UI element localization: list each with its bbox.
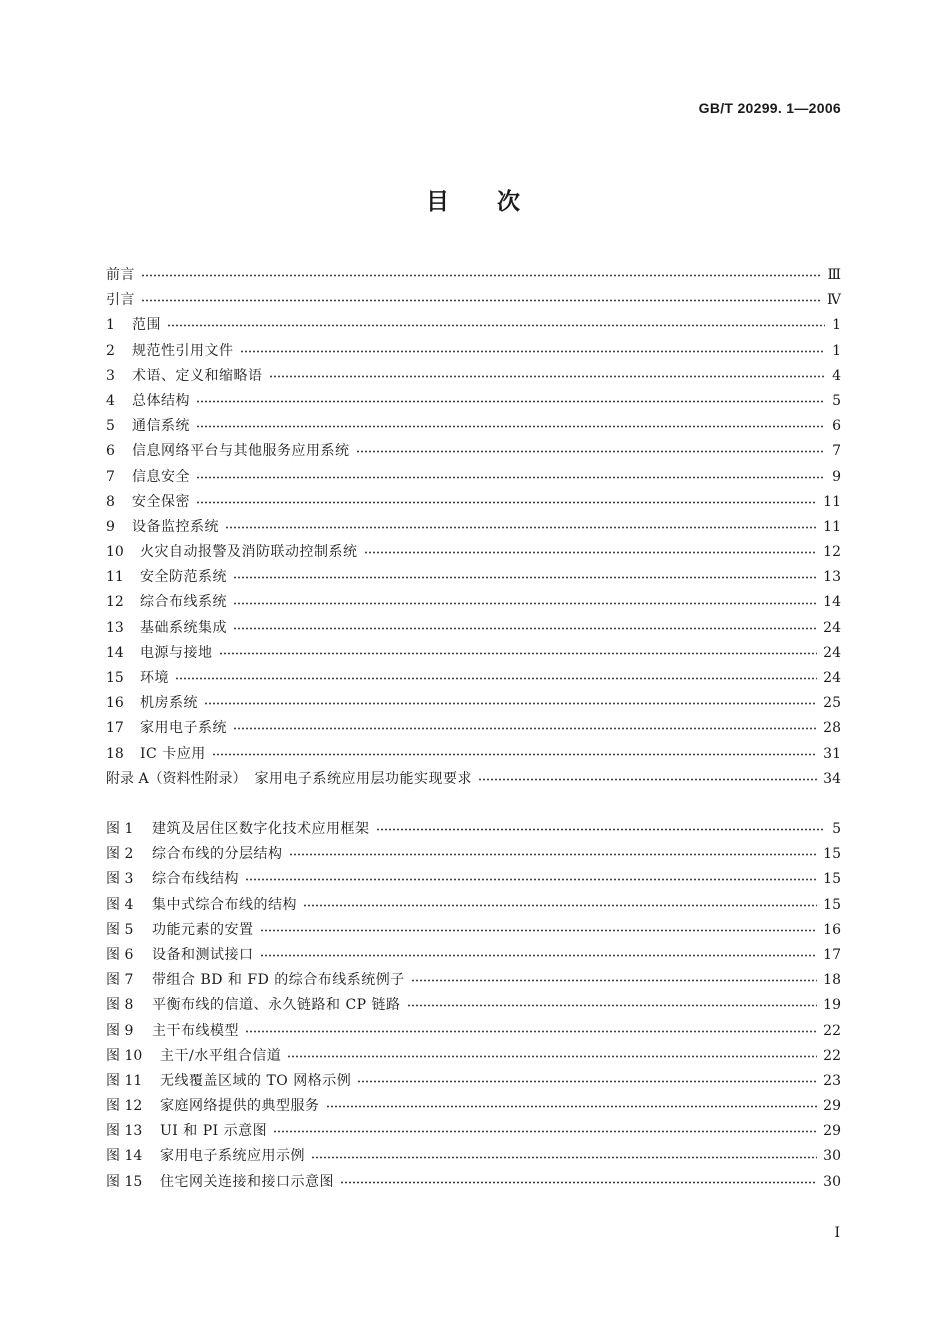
toc-entry-number: 5 — [106, 418, 115, 435]
figure-entry-label — [106, 893, 297, 918]
figure-entry[interactable] — [106, 1044, 841, 1069]
figure-entry-label — [106, 842, 283, 867]
toc-entry-label — [106, 767, 472, 792]
figure-entry[interactable] — [106, 1119, 841, 1144]
dot-leader — [196, 501, 817, 504]
toc-entry-number: 1 — [106, 317, 115, 334]
figure-entry-page: 15 — [823, 846, 841, 863]
figure-entry-number: 图 7 — [106, 972, 134, 989]
toc-entry-number: 8 — [106, 493, 115, 510]
toc-entry[interactable] — [106, 716, 841, 741]
dot-leader — [204, 702, 817, 705]
figure-entry-title: 建筑及居住区数字化技术应用框架 — [152, 821, 370, 837]
toc-entry-page: 6 — [832, 418, 841, 435]
toc-entry-number: 7 — [106, 468, 115, 485]
toc-entry-label — [106, 540, 358, 565]
figure-entry-page: 22 — [823, 1047, 841, 1064]
toc-entry-title: 信息网络平台与其他服务应用系统 — [132, 443, 350, 460]
figure-entry-number: 图 2 — [106, 846, 134, 863]
figure-entry-number: 图 5 — [106, 921, 134, 938]
toc-entry[interactable] — [106, 565, 841, 590]
figure-entry[interactable] — [106, 918, 841, 943]
toc-entry-page: 24 — [823, 619, 841, 636]
toc-entry-page: 7 — [832, 443, 841, 460]
toc-entry-page: Ⅲ — [827, 267, 841, 283]
dot-leader — [167, 324, 825, 327]
toc-entry-number: 15 — [106, 670, 124, 686]
toc-entry-title: 家用电子系统 — [140, 720, 227, 737]
figure-entry-page: 29 — [823, 1123, 841, 1140]
list-of-figures — [106, 817, 841, 1195]
page-number: Ⅰ — [834, 1225, 840, 1241]
toc-entry-page: 25 — [823, 695, 841, 712]
toc-entry-number: 16 — [106, 695, 124, 712]
toc-entry[interactable] — [106, 288, 841, 313]
figure-entry-title: 综合布线结构 — [152, 871, 239, 888]
toc-entry-title: 信息安全 — [132, 468, 190, 485]
toc-entry[interactable] — [106, 339, 841, 364]
dot-leader — [245, 1030, 817, 1033]
dot-leader — [233, 602, 817, 605]
toc-entry-number: 4 — [106, 392, 115, 409]
figure-entry-title: 主干/水平组合信道 — [160, 1047, 282, 1064]
figure-entry-label — [106, 1069, 351, 1094]
figure-entry[interactable] — [106, 993, 841, 1018]
toc-entry[interactable] — [106, 641, 841, 666]
toc-entry-number: 12 — [106, 594, 124, 611]
figure-entry-label — [106, 867, 239, 892]
toc-entry-number: 3 — [106, 367, 115, 384]
figure-entry-title: 综合布线的分层结构 — [152, 846, 283, 863]
toc-entry-label — [106, 616, 227, 641]
toc-entry[interactable] — [106, 490, 841, 515]
toc-entry-title: 总体结构 — [132, 392, 190, 409]
toc-entry-page: 5 — [832, 392, 841, 409]
figure-entry[interactable] — [106, 1019, 841, 1044]
dot-leader — [245, 878, 817, 881]
toc-entry-page: 31 — [823, 745, 841, 762]
figure-entry-label — [106, 1119, 267, 1144]
figure-entry-number: 图 4 — [106, 896, 134, 913]
dot-leader — [340, 1181, 817, 1184]
toc-entry-title: 术语、定义和缩略语 — [132, 367, 263, 384]
figure-entry-number: 图 8 — [106, 997, 134, 1014]
toc-entry-page: 14 — [823, 594, 841, 611]
toc-entry[interactable] — [106, 313, 841, 338]
figure-entry-number: 图 10 — [106, 1047, 143, 1064]
toc-entry[interactable] — [106, 465, 841, 490]
dot-leader — [269, 375, 826, 378]
toc-entry-title: 火灾自动报警及消防联动控制系统 — [140, 544, 358, 561]
toc-entry-page: 12 — [823, 544, 841, 561]
figure-entry[interactable] — [106, 867, 841, 892]
toc-entry-number: 10 — [106, 544, 124, 561]
toc-entry-label — [106, 465, 190, 490]
toc-entry-title: 引言 — [106, 292, 135, 309]
toc-entry-number: 9 — [106, 518, 115, 535]
toc-entry[interactable] — [106, 515, 841, 540]
toc-entry-page: Ⅳ — [827, 292, 841, 309]
figure-entry-label — [106, 943, 254, 968]
toc-entry-title: 安全保密 — [132, 493, 190, 510]
figure-entry-page: 19 — [823, 997, 841, 1014]
page-title: 目 次 — [425, 189, 520, 215]
toc-entry-title: 通信系统 — [132, 418, 190, 435]
toc-entry-label — [106, 590, 227, 615]
figure-entry-page: 30 — [823, 1173, 841, 1190]
toc-entry-page: 13 — [823, 569, 841, 586]
dot-leader — [260, 929, 818, 932]
dot-leader — [141, 299, 821, 302]
figure-entry-label — [106, 817, 370, 842]
figure-entry-title: 带组合 BD 和 FD 的综合布线系统例子 — [152, 972, 405, 989]
toc-entry-label — [106, 313, 161, 338]
toc-entry-number: 附录 A（资料性附录） — [106, 770, 247, 787]
toc-entry[interactable] — [106, 540, 841, 565]
toc-entry[interactable] — [106, 389, 841, 414]
figure-entry-number: 图 6 — [106, 946, 134, 963]
toc-entry-title: 基础系统集成 — [140, 619, 227, 636]
figure-entry-label — [106, 1094, 320, 1119]
toc-entry-label — [106, 339, 234, 364]
figure-entry-number: 图 12 — [106, 1098, 143, 1115]
toc-entry-label — [106, 716, 227, 741]
dot-leader — [233, 727, 817, 730]
toc-entry-number: 2 — [106, 342, 115, 359]
figure-entry-number: 图 15 — [106, 1173, 143, 1190]
toc-entry-number: 11 — [106, 569, 124, 586]
toc-entry[interactable] — [106, 414, 841, 439]
dot-leader — [326, 1105, 818, 1108]
dot-leader — [289, 853, 818, 856]
figure-entry[interactable] — [106, 1069, 841, 1094]
figure-entry-page: 17 — [823, 946, 841, 963]
standard-number: GB/T 20299. 1—2006 — [698, 100, 841, 116]
toc-entry-page: 4 — [832, 367, 841, 384]
figure-entry-number: 图 1 — [106, 821, 134, 837]
figure-entry[interactable] — [106, 817, 841, 842]
figure-entry-number: 图 11 — [106, 1072, 143, 1089]
toc-entry-title: IC 卡应用 — [140, 745, 206, 762]
figure-entry-label — [106, 968, 405, 993]
figure-entry[interactable] — [106, 968, 841, 993]
figure-entry-label — [106, 1170, 334, 1195]
toc-entry[interactable] — [106, 439, 841, 464]
toc-entry-label — [106, 515, 219, 540]
dot-leader — [233, 576, 817, 579]
figure-entry-label — [106, 1144, 305, 1169]
toc-entry-page: 1 — [832, 342, 841, 359]
figure-entry-title: 住宅网关连接和接口示意图 — [160, 1173, 334, 1190]
toc-entry-title: 前言 — [106, 267, 135, 283]
toc-entry-title: 范围 — [132, 317, 161, 334]
toc-entry-page: 11 — [823, 518, 841, 535]
figure-entry-number: 图 9 — [106, 1022, 134, 1039]
dot-leader — [311, 1156, 817, 1159]
toc-entry-label — [106, 364, 263, 389]
figure-entry-page: 22 — [823, 1022, 841, 1039]
toc-entry[interactable] — [106, 590, 841, 615]
figure-entry-page: 15 — [823, 896, 841, 913]
dot-leader — [407, 1004, 818, 1007]
toc-entry-label — [106, 742, 206, 767]
figure-entry-page: 30 — [823, 1148, 841, 1165]
toc-entry-title: 环境 — [140, 670, 169, 686]
dot-leader — [212, 753, 817, 756]
toc-entry-label — [106, 666, 169, 691]
dot-leader — [260, 954, 818, 957]
toc-entry-page: 24 — [823, 670, 841, 686]
figure-entry[interactable] — [106, 842, 841, 867]
figure-entry-number: 图 14 — [106, 1148, 143, 1165]
toc-entry-number: 13 — [106, 619, 124, 636]
toc-entry-label — [106, 439, 350, 464]
figure-entry[interactable] — [106, 1170, 841, 1195]
table-of-contents — [106, 263, 841, 792]
toc-entry-title: 设备监控系统 — [132, 518, 219, 535]
figure-entry-title: 家庭网络提供的典型服务 — [160, 1098, 320, 1115]
dot-leader — [196, 425, 825, 428]
dot-leader — [219, 652, 818, 655]
figure-entry[interactable] — [106, 1094, 841, 1119]
figure-entry-title: 功能元素的安置 — [152, 921, 254, 938]
toc-entry-number: 18 — [106, 745, 124, 762]
toc-entry[interactable] — [106, 742, 841, 767]
figure-entry[interactable] — [106, 1144, 841, 1169]
figure-entry-number: 图 3 — [106, 871, 134, 888]
dot-leader — [356, 450, 826, 453]
figure-entry-title: 集中式综合布线的结构 — [152, 896, 297, 913]
toc-entry-title: 安全防范系统 — [140, 569, 227, 586]
toc-entry-page: 11 — [823, 493, 841, 510]
dot-leader — [357, 1080, 817, 1083]
figure-entry-label — [106, 1019, 239, 1044]
toc-entry-label — [106, 263, 135, 288]
dot-leader — [303, 904, 817, 907]
toc-entry[interactable] — [106, 364, 841, 389]
figure-entry-label — [106, 993, 401, 1018]
figure-entry-page: 15 — [823, 871, 841, 888]
toc-entry-page: 34 — [823, 770, 841, 787]
toc-entry-label — [106, 490, 190, 515]
figure-entry-title: 设备和测试接口 — [152, 946, 254, 963]
toc-entry-number: 6 — [106, 443, 115, 460]
figure-entry-page: 18 — [823, 972, 841, 989]
figure-entry-page: 23 — [823, 1072, 841, 1089]
toc-entry-label — [106, 565, 227, 590]
dot-leader — [196, 400, 825, 403]
toc-entry-number: 14 — [106, 644, 124, 661]
dot-leader — [478, 778, 817, 781]
dot-leader — [273, 1130, 817, 1133]
dot-leader — [364, 551, 818, 554]
figure-entry-title: 无线覆盖区域的 TO 网格示例 — [160, 1072, 352, 1089]
toc-entry[interactable] — [106, 767, 841, 792]
dot-leader — [233, 627, 817, 630]
toc-entry[interactable] — [106, 263, 841, 288]
toc-entry-page: 9 — [832, 468, 841, 485]
toc-entry[interactable] — [106, 691, 841, 716]
toc-entry-title: 机房系统 — [140, 695, 198, 712]
figure-entry-number: 图 13 — [106, 1123, 143, 1140]
dot-leader — [411, 979, 817, 982]
toc-entry-title: 电源与接地 — [140, 644, 213, 661]
toc-entry-label — [106, 691, 198, 716]
figure-entry-title: 平衡布线的信道、永久链路和 CP 链路 — [152, 997, 401, 1014]
toc-entry-page: 28 — [823, 720, 841, 737]
toc-entry-title: 家用电子系统应用层功能实现要求 — [254, 770, 473, 787]
figure-entry-label — [106, 1044, 281, 1069]
figure-entry[interactable] — [106, 943, 841, 968]
figure-entry-title: 主干布线模型 — [152, 1022, 239, 1039]
dot-leader — [196, 476, 825, 479]
toc-entry-label — [106, 641, 213, 666]
toc-entry-label — [106, 288, 135, 313]
figure-entry-page: 5 — [832, 821, 841, 837]
toc-entry[interactable] — [106, 666, 841, 691]
figure-entry-title: UI 和 PI 示意图 — [160, 1123, 268, 1140]
toc-entry-number: 17 — [106, 720, 124, 737]
toc-entry-title: 规范性引用文件 — [132, 342, 234, 359]
toc-entry-label — [106, 389, 190, 414]
dot-leader — [240, 350, 826, 353]
toc-entry-page: 1 — [832, 317, 841, 334]
toc-entry[interactable] — [106, 616, 841, 641]
toc-entry-label — [106, 414, 190, 439]
dot-leader — [225, 526, 817, 529]
figure-entry-label — [106, 918, 254, 943]
toc-entry-title: 综合布线系统 — [140, 594, 227, 611]
dot-leader — [376, 828, 826, 831]
dot-leader — [141, 274, 821, 277]
figure-entry-page: 16 — [823, 921, 841, 938]
dot-leader — [175, 677, 817, 680]
figure-entry[interactable] — [106, 893, 841, 918]
toc-entry-page: 24 — [823, 644, 841, 661]
figure-entry-page: 29 — [823, 1098, 841, 1115]
figure-entry-title: 家用电子系统应用示例 — [160, 1148, 305, 1165]
dot-leader — [287, 1055, 817, 1058]
